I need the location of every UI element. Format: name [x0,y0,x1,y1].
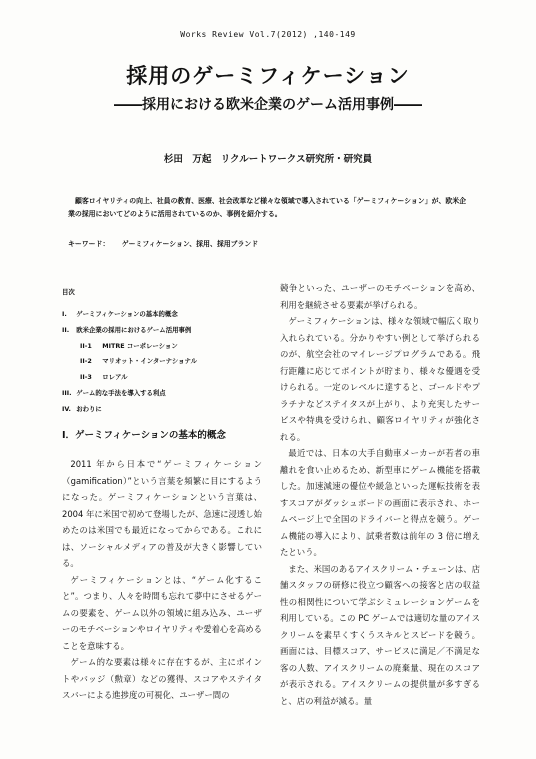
toc-item [62,323,262,339]
toc-item-number: II-2 [80,357,92,366]
keywords-label: キーワード： [68,240,110,248]
toc-subitem [62,370,262,386]
toc-item-number: II-3 [80,373,92,382]
body-paragraph: ゲーム的な要素は様々に存在するが、主にポイントやバッジ（勲章）などの獲得、スコアやステイタスバーによる進捗度の可視化、ユーザー間の [62,657,262,700]
toc-item-number: II. [62,325,70,334]
paper-title: 採用のゲーミフィケーション [126,63,410,88]
author-name: 杉田 万起 [163,154,212,165]
toc-item-number: I. [62,310,67,318]
abstract: 顧客ロイヤリティの向上、社員の教育、医療、社会改革など様々な領域で導入されている「ゲーミフィケーション」が、欧米企業の採用においてどのように活用されているのか、事例を紹介する。 [68,197,467,218]
toc-heading: 目次 [62,288,75,296]
toc-item-label: 欧米企業の採用におけるゲーム活用事例 [76,325,192,334]
toc-item-label: MITRE コーポレーション [102,341,178,350]
paper-subtitle: ――採用における欧米企業のゲーム活用事例―― [114,97,422,113]
toc-item [62,402,262,418]
section-heading: I．ゲーミフィケーションの基本的概念 [62,430,226,441]
toc-item-label: ロレアル [102,373,128,382]
body-paragraph: また、米国のあるアイスクリーム・チェーンは、店舗スタッフの研修に役立つ顧客への接客と店の収益性の相関性について学ぶシミュレーションゲームを利用している。この PC ゲームでは適切な量のアイスクリームを素早くすくうスキルとスピードを競う。画面には、目標スコア、サービスに満足／不満足な客の人数、アイスクリームの廃棄量、現在のスコアが表示される。アイスクリームの提供量が多すぎると、店の利益が減る。量 [280,563,480,706]
toc-item-label: ゲーミフィケーションの基本的概念 [76,310,178,318]
toc-item-number: III. [62,388,72,397]
toc-item [62,386,262,402]
journal-header: Works Review Vol.7(2012) ,140-149 [180,30,356,39]
body-paragraph: ゲーミフィケーションとは、“ゲーム化すること”。つまり、人々を時間も忘れて夢中にさせるゲームの要素を、ゲーム以外の領域に組み込み、ユーザーのモチベーションやロイヤリティや愛着心を高めることを意味する。 [62,574,262,651]
left-column [62,456,262,704]
body-paragraph-continued: 競争といった、ユーザーのモチベーションを高め、利用を継続させる要素が挙げられる。 [280,283,480,310]
body-paragraph: ゲーミフィケーションは、様々な領域で幅広く取り入れられている。分かりやすい例として挙げられるのが、航空会社のマイレージプログラムである。飛行距離に応じてポイントが貯まり、様々な優遇を受けられる。一定のレベルに達すると、ゴールドやプラチナなどステイタスが上がり、より充実したサービスや特典を受けられ、顧客ロイヤリティが強化される。 [280,316,481,442]
toc-item-label: おわりに [76,404,102,413]
toc-item-number: II-1 [80,341,92,350]
toc-item-number: IV. [62,404,71,413]
author-affiliation: リクルートワークス研究所・研究員 [220,154,373,165]
keywords-text: ゲーミフィケーション、採用、採用ブランド [121,240,259,248]
toc-subitem [62,339,262,355]
toc-subitem [62,354,262,370]
toc-item-label: ゲーム的な手法を導入する利点 [76,388,166,397]
author-line [0,151,536,165]
right-column [280,280,480,709]
table-of-contents [62,287,262,418]
body-paragraph: 2011 年から日本で“ゲーミフィケーション（gamification）”という言葉を頻繁に目にするようになった。ゲーミフィケーションという言葉は、2004 年に米国で初めて登場したが、急速に浸透し始めたのは米国でも最近になってからである。これには、ソーシャルメディアの普及が大きく影響している。 [62,459,262,568]
toc-item [62,307,262,323]
keywords [68,238,472,248]
toc-item-label: マリオット・インターナショナル [102,357,198,366]
body-paragraph: 最近では、日本の大手自動車メーカーが若者の車離れを食い止めるため、新型車にゲーム機能を搭載した。加速減速の優位や緩急といった運転技術を表すスコアがダッシュボードの画面に表示され、ホームページ上で全国のドライバーと得点を競う。ゲーム機能の導入により、試乗者数は前年の 3 倍に増えたという。 [280,448,480,557]
